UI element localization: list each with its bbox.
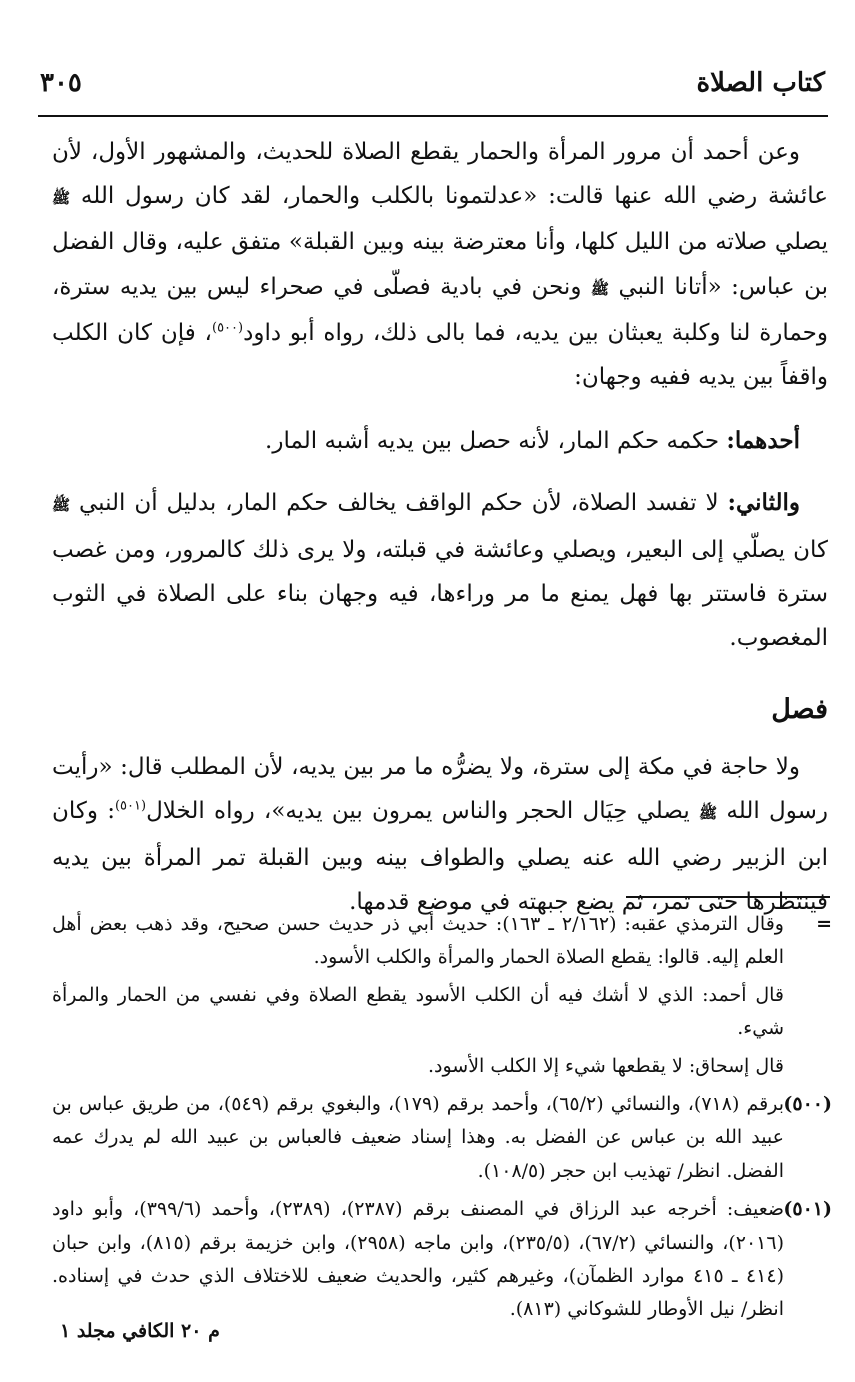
paragraph-mecca-text-3: : وكان ابن الزبير رضي الله عنه يصلي والطواف بينه وبين القبلة تمر المرأة بين يديه فينتظرها حتى تمر، ثم يضع جبهته في موضع قدمها. [52,798,828,915]
paragraph-ahmad-text-3: ونحن في بادية فصلّى في صحراء ليس بين يديه سترة، وحمارة لنا وكلبة يعبثان بين يديه، فما بالى ذلك، رواه أبو داود [52,273,828,346]
salutation-symbol: ﷺ [699,804,718,823]
footnote-ref-501: (٥٠١) [114,798,147,814]
second-view-label: والثاني: [727,489,801,517]
salutation-symbol: ﷺ [52,496,71,515]
salutation-symbol: ﷺ [52,189,71,208]
paragraph-mecca-text-2: يصلي حِيَال الحجر والناس يمرون بين يديه»، رواه الخلال [146,798,690,825]
paragraph-mecca-text-1: ولا حاجة في مكة إلى سترة، ولا يضرُّه ما مر بين يديه، لأن المطلب قال: «رأيت رسول الله [52,754,828,825]
page-number: ٣٠٥ [40,68,82,98]
paragraph-first-view [52,419,828,463]
salutation-symbol: ﷺ [590,279,610,298]
footnote-continued [52,908,832,1083]
footnotes [52,908,832,1332]
footnote-line: قال إسحاق: لا يقطعها شيء إلا الكلب الأسود. [427,1054,784,1077]
footnote-500 [52,1088,832,1188]
footnote-500-text: برقم (٧١٨)، والنسائي (٦٥/٢)، وأحمد برقم (١٧٩)، والبغوي برقم (٥٤٩)، من طريق عباس بن عبيد الله بن عباس عن الفضل به. وهذا إسناد ضعيف فالعباس بن عبيد الله لم يدرك عمه الفضل. انظر/ تهذيب ابن حجر (١٠٨/٥). [52,1093,784,1182]
paragraph-ahmad [52,130,828,399]
footnote-line: وقال الترمذي عقبه: (٢/١٦٢ ـ ١٦٣): حديث أبي ذر حديث حسن صحيح، وقد ذهب بعض أهل العلم إليه. قالوا: يقطع الصلاة الحمار والمرأة والكلب الأسود. [52,913,784,969]
first-view-text: حكمه حكم المار، لأنه حصل بين يديه أشبه المار. [265,428,720,455]
paragraph-second-view [52,481,828,660]
section-heading: فصل [771,694,828,726]
footnote-ref-500: (٥٠٠) [211,320,244,336]
paragraph-ahmad-text-1: وعن أحمد أن مرور المرأة والحمار يقطع الصلاة للحديث، والمشهور الأول، لأن عائشة رضي الله عنها قالت: «عدلتمونا بالكلب والحمار، لقد كان رسول الله [52,139,828,210]
footnote-501-mark: (٥٠١) [783,1198,832,1221]
footnote-line: قال أحمد: الذي لا أشك فيه أن الكلب الأسود يقطع الصلاة وفي نفسي من الحمار والمرأة شيء. [52,983,784,1040]
footnote-501-text: ضعيف: أخرجه عبد الرزاق في المصنف برقم (٢٣٨٧)، (٢٣٨٩)، وأحمد (٣٩٩/٦)، وأبو داود (٢٠١٦)، والنسائي (٦٧/٢)، (٢٣٥/٥)، وابن ماجه (٢٩٥٨)، وابن خزيمة برقم (٨١٥)، وابن حبان (٤١٤ ـ ٤١٥ موارد الظمآن)، وغيرهم كثير، والحديث ضعيف للاختلاف الذي حدث في إسناده. انظر/ نيل الأوطار للشوكاني (٨١٣). [52,1198,784,1321]
second-view-text-2: كان يصلّي إلى البعير، ويصلي وعائشة في قبلته، ولا يرى ذلك كالمرور، ومن غصب سترة فاستتر بها فهل يمنع ما مر وراءها، فيه وجهان بناء على الصلاة في الثوب المغصوب. [52,536,828,652]
page-signature: م ٢٠ الكافي مجلد ١ [60,1320,220,1342]
footnote-501 [52,1193,832,1327]
first-view-label: أحدهما: [726,427,800,455]
chapter-title: كتاب الصلاة [696,68,825,98]
footnote-500-mark: (٥٠٠) [783,1093,832,1116]
paragraph-ahmad-text-2: يصلي صلاته من الليل كلها، وأنا معترضة بينه وبين القبلة» متفق عليه، وقال الفضل بن عباس: «أتانا النبي [52,229,829,300]
header-rule [38,115,828,117]
main-text [52,130,828,924]
paragraph-ahmad-text-4: ، فإن كان الكلب واقفاً بين يديه ففيه وجهان: [52,319,828,391]
footnote-continued-mark: = [816,913,832,935]
running-header [40,62,825,108]
footnote-rule [626,896,830,898]
second-view-text-1: لا تفسد الصلاة، لأن حكم الواقف يخالف حكم المار، بدليل أن النبي [79,490,719,517]
